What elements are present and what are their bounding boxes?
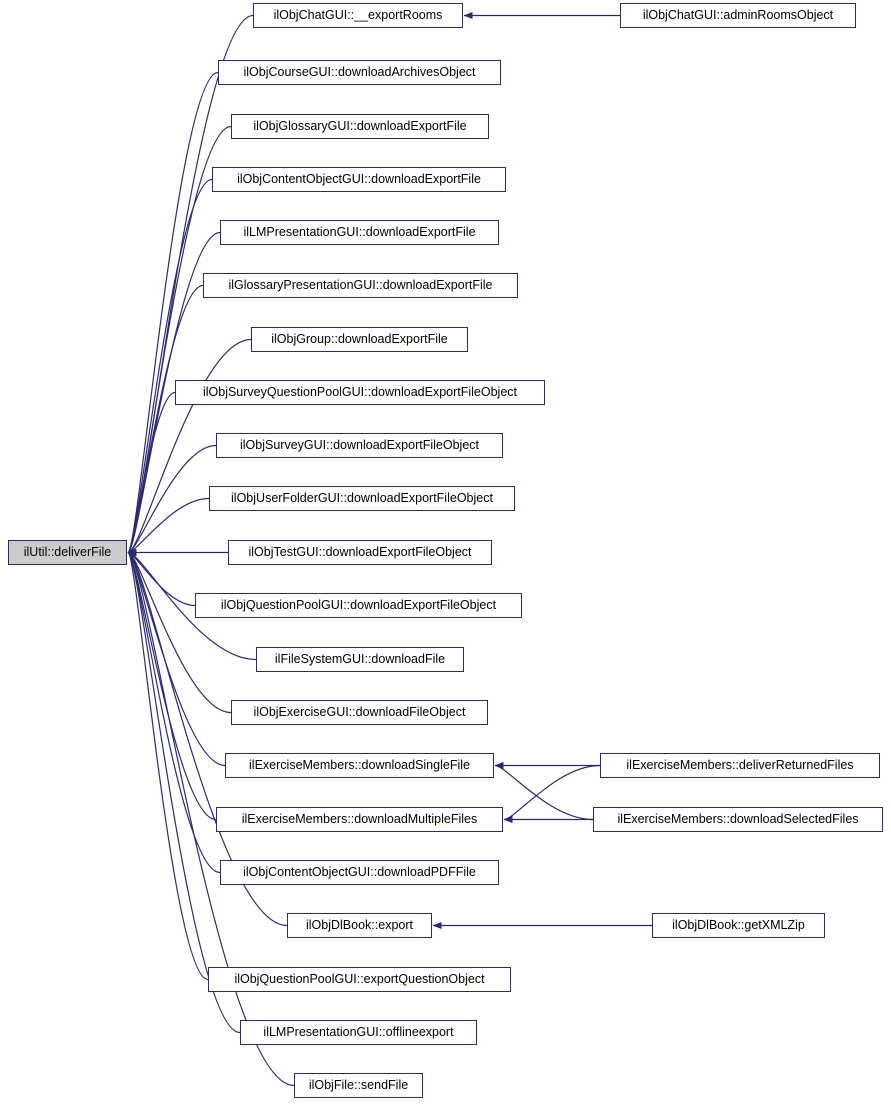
graph-edge (128, 180, 212, 553)
graph-edge (128, 73, 218, 553)
graph-node[interactable] (212, 167, 506, 192)
graph-node-label: ilObjFile::sendFile (308, 1078, 409, 1093)
graph-node[interactable] (294, 1073, 423, 1098)
graph-node[interactable] (231, 700, 488, 725)
graph-node[interactable] (195, 593, 522, 618)
graph-node-label: ilObjTestGUI::downloadExportFileObject (248, 545, 472, 560)
graph-node-label: ilExerciseMembers::deliverReturnedFiles (626, 758, 854, 773)
graph-node[interactable] (203, 273, 518, 298)
graph-node-label: ilObjContentObjectGUI::downloadExportFile (237, 172, 481, 187)
graph-edge (128, 446, 216, 553)
graph-edge (504, 766, 600, 820)
graph-node-label: ilGlossaryPresentationGUI::downloadExportFile (228, 278, 493, 293)
graph-edge (128, 499, 209, 553)
graph-node[interactable] (208, 967, 511, 992)
graph-node-label: ilObjSurveyQuestionPoolGUI::downloadExportFileObject (202, 385, 518, 400)
graph-node[interactable] (220, 220, 499, 245)
graph-edge (128, 553, 240, 1033)
graph-node-label: ilLMPresentationGUI::downloadExportFile (243, 225, 476, 240)
graph-node-label: ilObjQuestionPoolGUI::downloadExportFileObject (220, 598, 497, 613)
graph-node[interactable] (175, 380, 545, 405)
graph-node-label: ilExerciseMembers::downloadSingleFile (249, 758, 470, 773)
graph-edge (128, 553, 231, 713)
graph-node-label: ilObjDlBook::getXMLZip (672, 918, 805, 933)
graph-node-label: ilObjExerciseGUI::downloadFileObject (253, 705, 466, 720)
graph-node-label: ilObjDlBook::export (306, 918, 413, 933)
graph-node[interactable] (240, 1020, 477, 1045)
graph-node[interactable] (225, 753, 494, 778)
graph-node-label: ilObjContentObjectGUI::downloadPDFFile (243, 865, 476, 880)
graph-node-label: ilObjUserFolderGUI::downloadExportFileObject (231, 491, 493, 506)
graph-node[interactable] (231, 114, 489, 139)
graph-node-label: ilObjSurveyGUI::downloadExportFileObject (240, 438, 479, 453)
graph-node-label: ilObjChatGUI::adminRoomsObject (642, 8, 834, 23)
graph-node[interactable] (216, 807, 503, 832)
graph-node-label: ilExerciseMembers::downloadMultipleFiles (241, 812, 478, 827)
graph-node[interactable] (287, 913, 432, 938)
graph-node-label: ilObjQuestionPoolGUI::exportQuestionObject (234, 972, 485, 987)
graph-node[interactable] (256, 647, 464, 672)
graph-node[interactable] (251, 327, 468, 352)
graph-node[interactable] (216, 433, 503, 458)
graph-edge (128, 393, 175, 553)
graph-node[interactable] (228, 540, 492, 565)
graph-node[interactable] (593, 807, 883, 832)
graph-node[interactable] (209, 486, 515, 511)
graph-node-label: ilObjCourseGUI::downloadArchivesObject (243, 65, 476, 80)
graph-node-label: ilUtil::deliverFile (23, 545, 112, 560)
graph-node-root[interactable] (8, 540, 127, 565)
graph-node[interactable] (652, 913, 825, 938)
graph-node-label: ilFileSystemGUI::downloadFile (274, 652, 446, 667)
graph-edge (128, 286, 203, 553)
graph-node[interactable] (220, 860, 499, 885)
graph-edge (495, 766, 593, 820)
graph-node[interactable] (600, 753, 880, 778)
graph-edge (128, 553, 195, 606)
graph-node[interactable] (620, 3, 856, 28)
graph-node-label: ilObjGlossaryGUI::downloadExportFile (253, 119, 467, 134)
graph-node-label: ilExerciseMembers::downloadSelectedFiles (617, 812, 859, 827)
graph-node[interactable] (253, 3, 463, 28)
graph-node-label: ilObjChatGUI::__exportRooms (273, 8, 443, 23)
graph-node[interactable] (218, 60, 501, 85)
graph-edge (128, 553, 225, 766)
graph-node-label: ilObjGroup::downloadExportFile (271, 332, 448, 347)
graph-node-label: ilLMPresentationGUI::offlineexport (263, 1025, 454, 1040)
